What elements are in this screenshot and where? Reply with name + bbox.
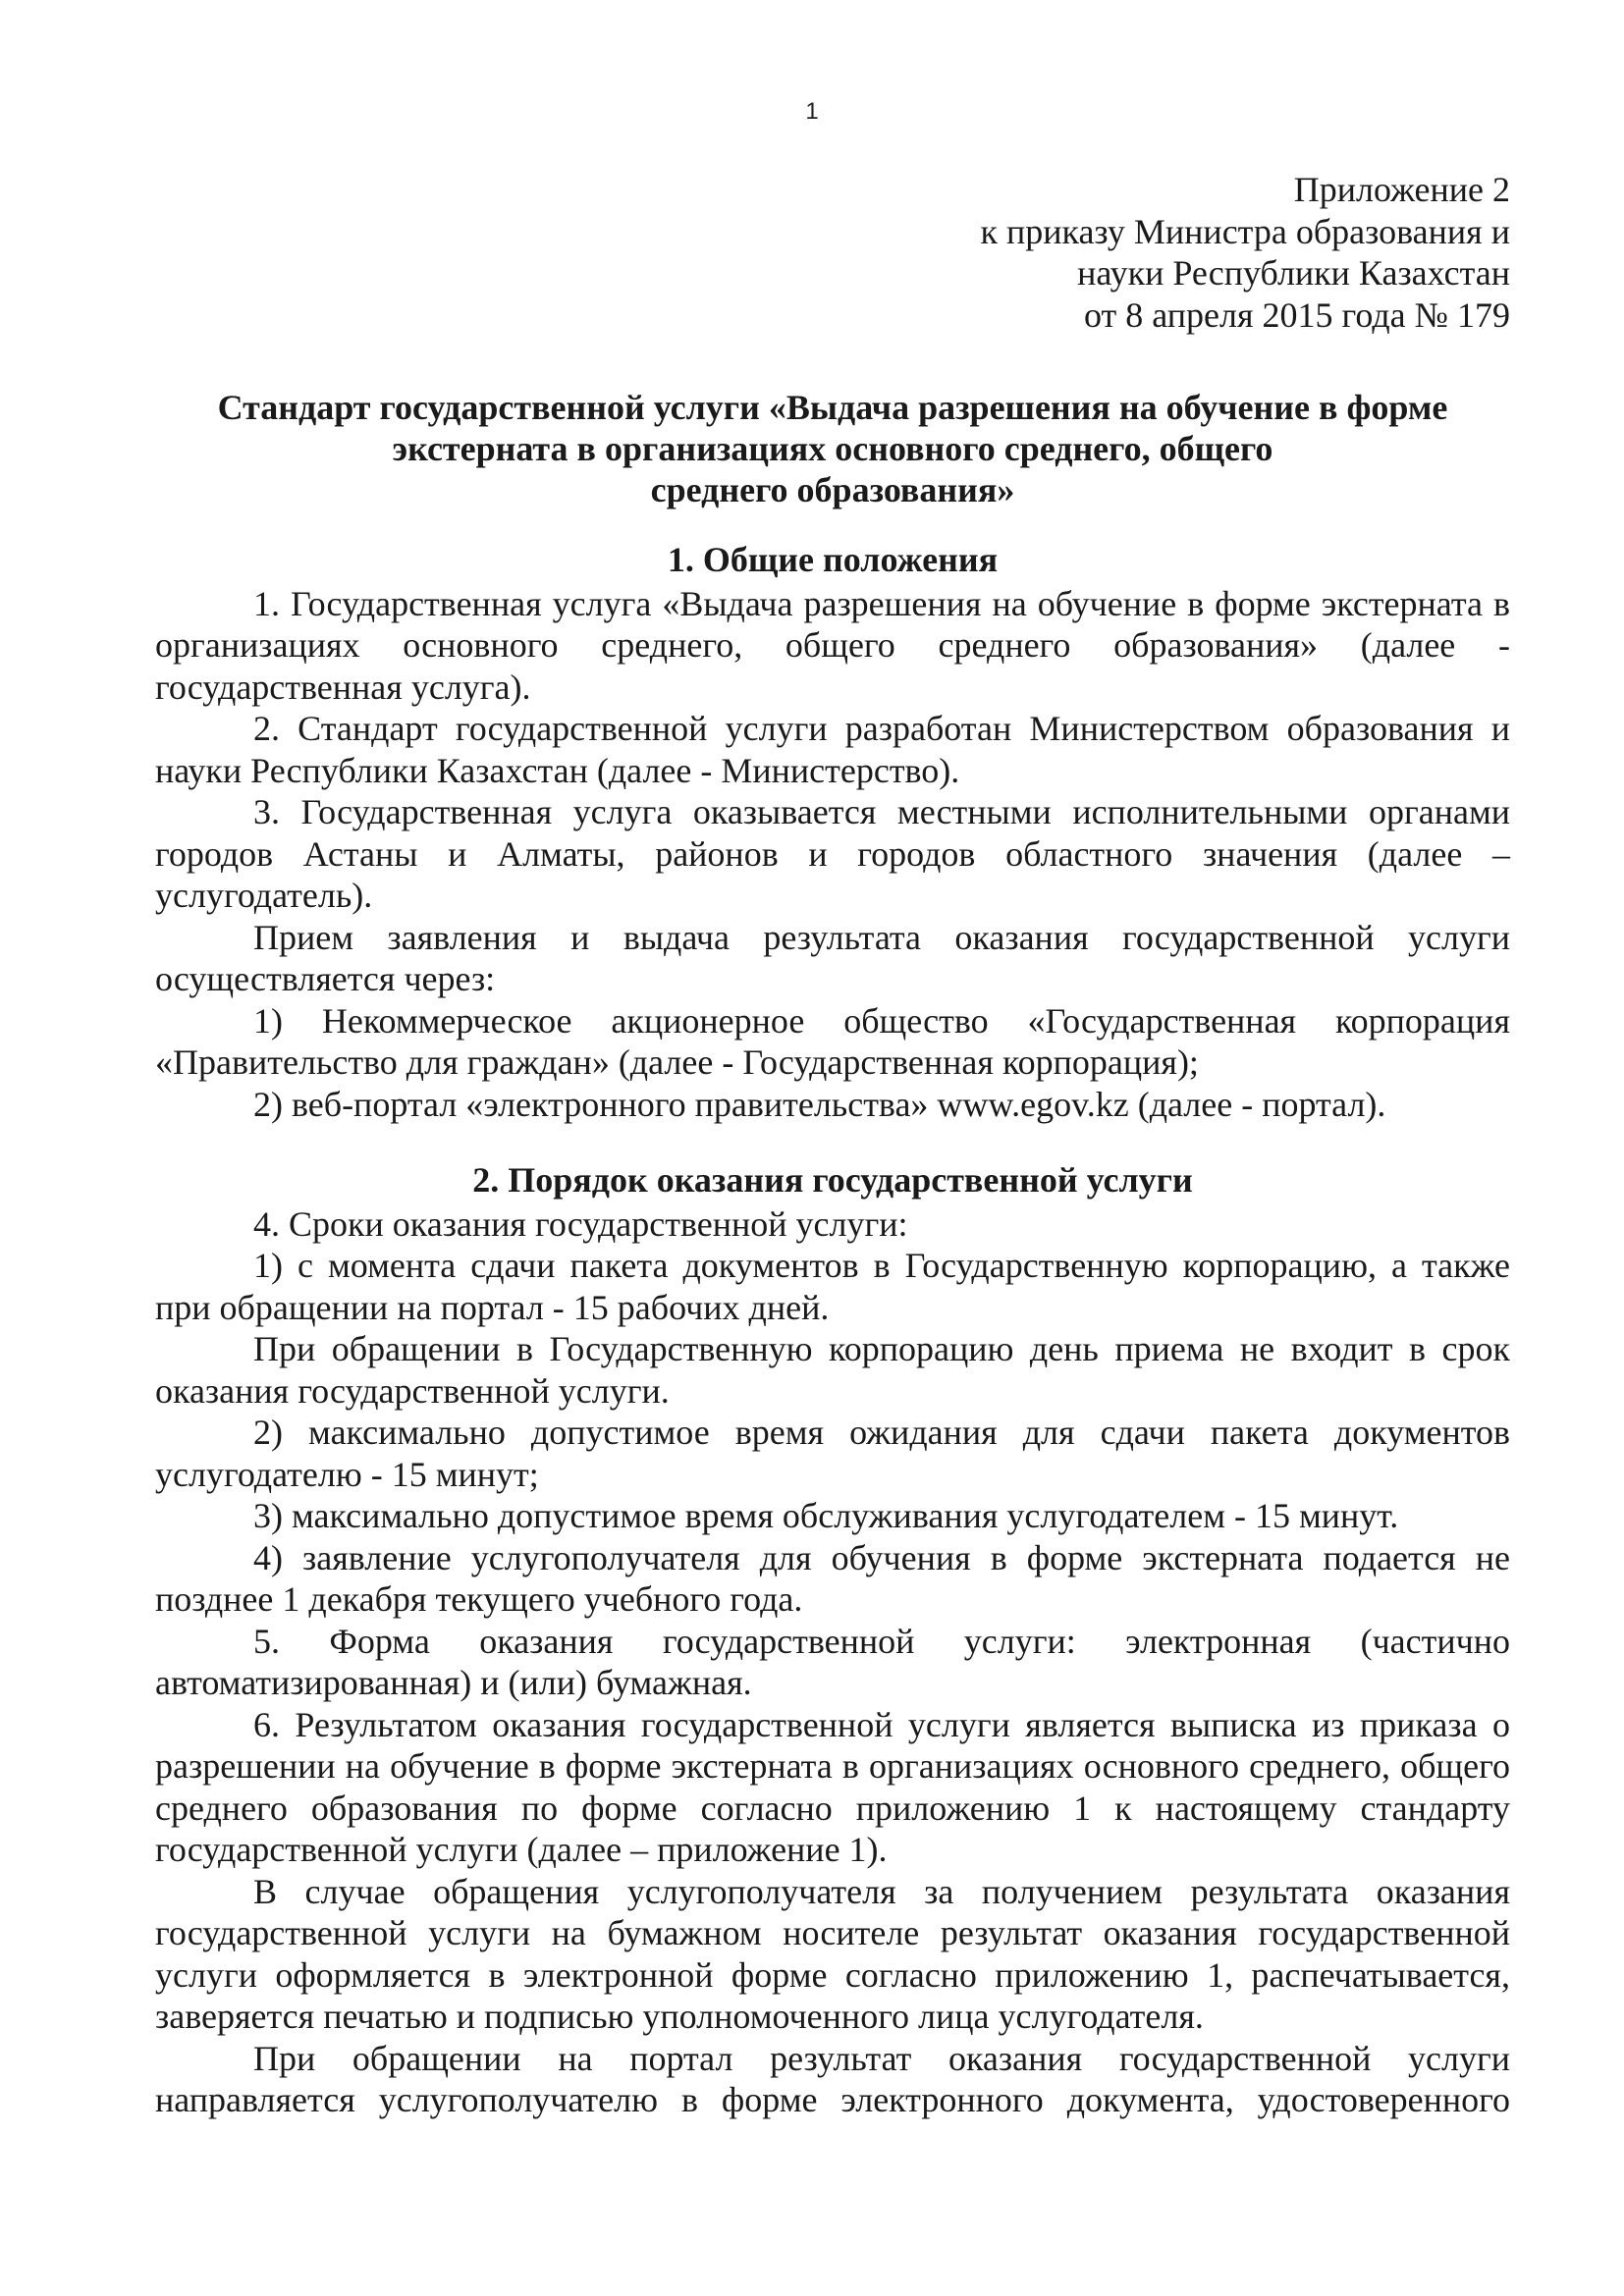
- appendix-line: от 8 апреля 2015 года № 179: [1083, 294, 1510, 335]
- document-body: [155, 169, 1510, 2121]
- title-line: среднего образования»: [650, 470, 1015, 509]
- appendix-line: Приложение 2: [1293, 170, 1510, 209]
- paragraph: 2) веб-портал «электронного правительства» www.egov.kz (далее - портал).: [253, 1084, 1386, 1124]
- paragraph: 1. Государственная услуга «Выдача разрешения на обучение в форме экстерната в организациях основного среднего, общего среднего образования» (далее - государственная услуга).: [155, 583, 1510, 707]
- paragraph: 3) максимально допустимое время обслуживания услугодателем - 15 минут.: [253, 1496, 1399, 1535]
- section-heading-procedure: 2. Порядок оказания государственной услуги: [472, 1160, 1193, 1200]
- page-number: 1: [805, 98, 819, 125]
- paragraph: Прием заявления и выдача результата оказания государственной услуги осуществляется через:: [155, 917, 1510, 998]
- title-line: экстерната в организациях основного среднего, общего: [392, 429, 1273, 468]
- appendix-line: к приказу Министра образования и: [980, 211, 1510, 251]
- paragraph: 1) Некоммерческое акционерное общество «Государственная корпорация «Правительство для граждан» (далее - Государственная корпорация);: [155, 1000, 1510, 1082]
- appendix-reference: [155, 169, 1510, 336]
- paragraph: 2) максимально допустимое время ожидания для сдачи пакета документов услугодателю - 15 минут;: [155, 1413, 1510, 1494]
- appendix-line: науки Республики Казахстан: [1077, 253, 1510, 293]
- paragraph: При обращении в Государственную корпорацию день приема не входит в срок оказания государственной услуги.: [155, 1329, 1510, 1411]
- section-heading-general: 1. Общие положения: [667, 540, 999, 579]
- title-line: Стандарт государственной услуги «Выдача разрешения на обучение в форме: [217, 388, 1448, 427]
- paragraph: 6. Результатом оказания государственной услуги является выписка из приказа о разрешении на обучение в форме экстерната в организациях основного среднего, общего среднего образования по форме согласно приложению 1 к настоящему стандарту государственной услуги (далее – приложение 1).: [155, 1704, 1510, 1869]
- paragraph: В случае обращения услугополучателя за получением результата оказания государственной услуги на бумажном носителе результат оказания государственной услуги оформляется в электронной форме согласно приложению 1, распечатывается, заверяется печатью и подписью уполномоченного лица услугодателя.: [155, 1871, 1510, 2036]
- paragraph: 4. Сроки оказания государственной услуги:: [253, 1203, 908, 1244]
- document-title: [155, 387, 1510, 510]
- paragraph: 2. Стандарт государственной услуги разработан Министерством образования и науки Республики Казахстан (далее - Министерство).: [155, 709, 1510, 790]
- paragraph: 1) с момента сдачи пакета документов в Государственную корпорацию, а также при обращении на портал - 15 рабочих дней.: [155, 1246, 1510, 1327]
- paragraph: 5. Форма оказания государственной услуги: электронная (частично автоматизированная) и (или) бумажная.: [155, 1621, 1510, 1702]
- paragraph: 4) заявление услугополучателя для обучения в форме экстерната подается не позднее 1 декабря текущего учебного года.: [155, 1537, 1510, 1619]
- paragraph: 3. Государственная услуга оказывается местными исполнительными органами городов Астаны и Алматы, районов и городов областного значения (далее – услугодатель).: [155, 792, 1510, 915]
- paragraph: При обращении на портал результат оказания государственной услуги направляется услугополучателю в форме электронного документа, удостоверенного: [155, 2038, 1510, 2119]
